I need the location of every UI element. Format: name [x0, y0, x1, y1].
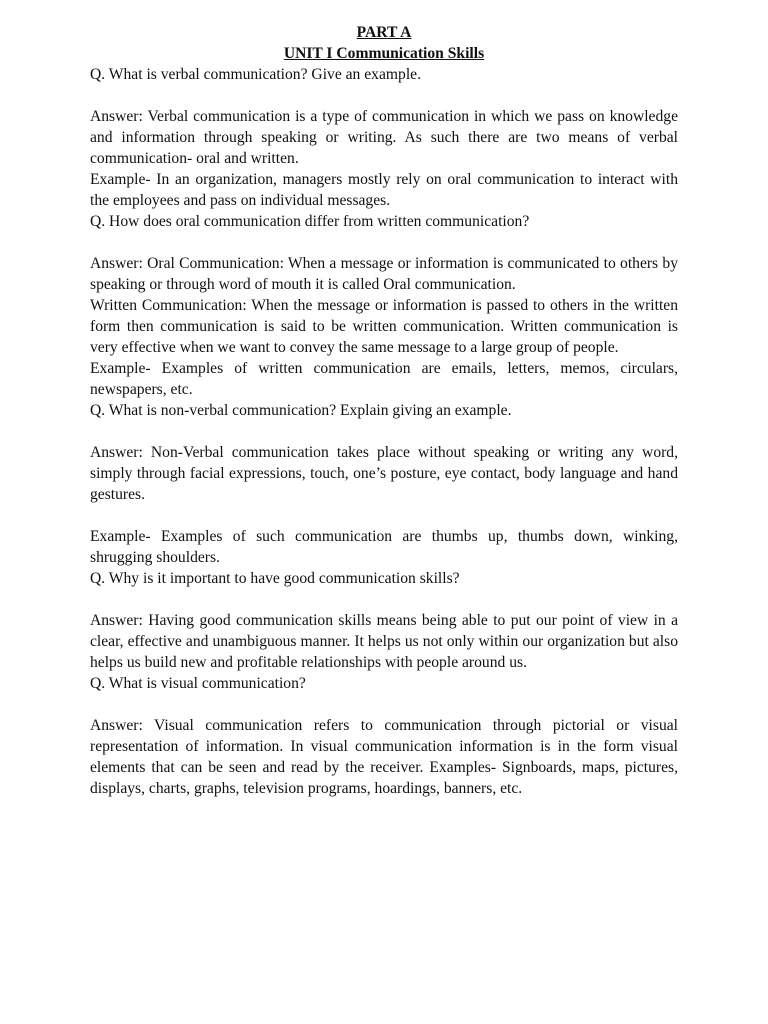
- example-paragraph: Example- Examples of written communication are emails, letters, memos, circulars, newspapers, etc.: [90, 360, 678, 398]
- answer-paragraph: Answer: Having good communication skills means being able to put our point of view in a clear, effective and unambiguous manner. It helps us not only within our organization but also helps us build new and profitable relationships with people around us.: [90, 612, 678, 671]
- document-page: [90, 22, 678, 799]
- document-header: [90, 22, 678, 64]
- answer-paragraph: Written Communication: When the message or information is passed to others in the written form then communication is said to be written communication. Written communication is very effective when we want to convey the same message to a large group of people.: [90, 297, 678, 356]
- example-paragraph: Example- Examples of such communication are thumbs up, thumbs down, winking, shrugging shoulders.: [90, 528, 678, 566]
- question-text: Q. What is verbal communication? Give an example.: [90, 66, 421, 83]
- example-paragraph: Example- In an organization, managers mostly rely on oral communication to interact with the employees and pass on individual messages.: [90, 171, 678, 209]
- unit-title: UNIT I Communication Skills: [283, 45, 485, 62]
- qa-block-verbal: [90, 64, 678, 211]
- answer-paragraph: Answer: Non-Verbal communication takes place without speaking or writing any word, simply through facial expressions, touch, one’s posture, eye contact, body language and hand gestures.: [90, 444, 678, 503]
- answer-paragraph: Answer: Oral Communication: When a message or information is communicated to others by speaking or through word of mouth it is called Oral communication.: [90, 255, 678, 293]
- part-title: PART A: [356, 24, 412, 41]
- answer-paragraph: Answer: Visual communication refers to communication through pictorial or visual representation of information. In visual communication information is in the form visual elements that can be seen and read by the receiver. Examples- Signboards, maps, pictures, displays, charts, graphs, television programs, hoardings, banners, etc.: [90, 717, 678, 797]
- qa-block-visual: [90, 673, 678, 799]
- question-text: Q. What is non-verbal communication? Explain giving an example.: [90, 402, 512, 419]
- qa-block-oral-vs-written: [90, 211, 678, 400]
- question-text: Q. What is visual communication?: [90, 675, 306, 692]
- question-text: Q. Why is it important to have good communication skills?: [90, 570, 460, 587]
- question-text: Q. How does oral communication differ from written communication?: [90, 213, 530, 230]
- qa-block-importance: [90, 568, 678, 673]
- qa-block-non-verbal: [90, 400, 678, 568]
- answer-paragraph: Answer: Verbal communication is a type of communication in which we pass on knowledge and information through speaking or writing. As such there are two means of verbal communication- oral and written.: [90, 108, 678, 167]
